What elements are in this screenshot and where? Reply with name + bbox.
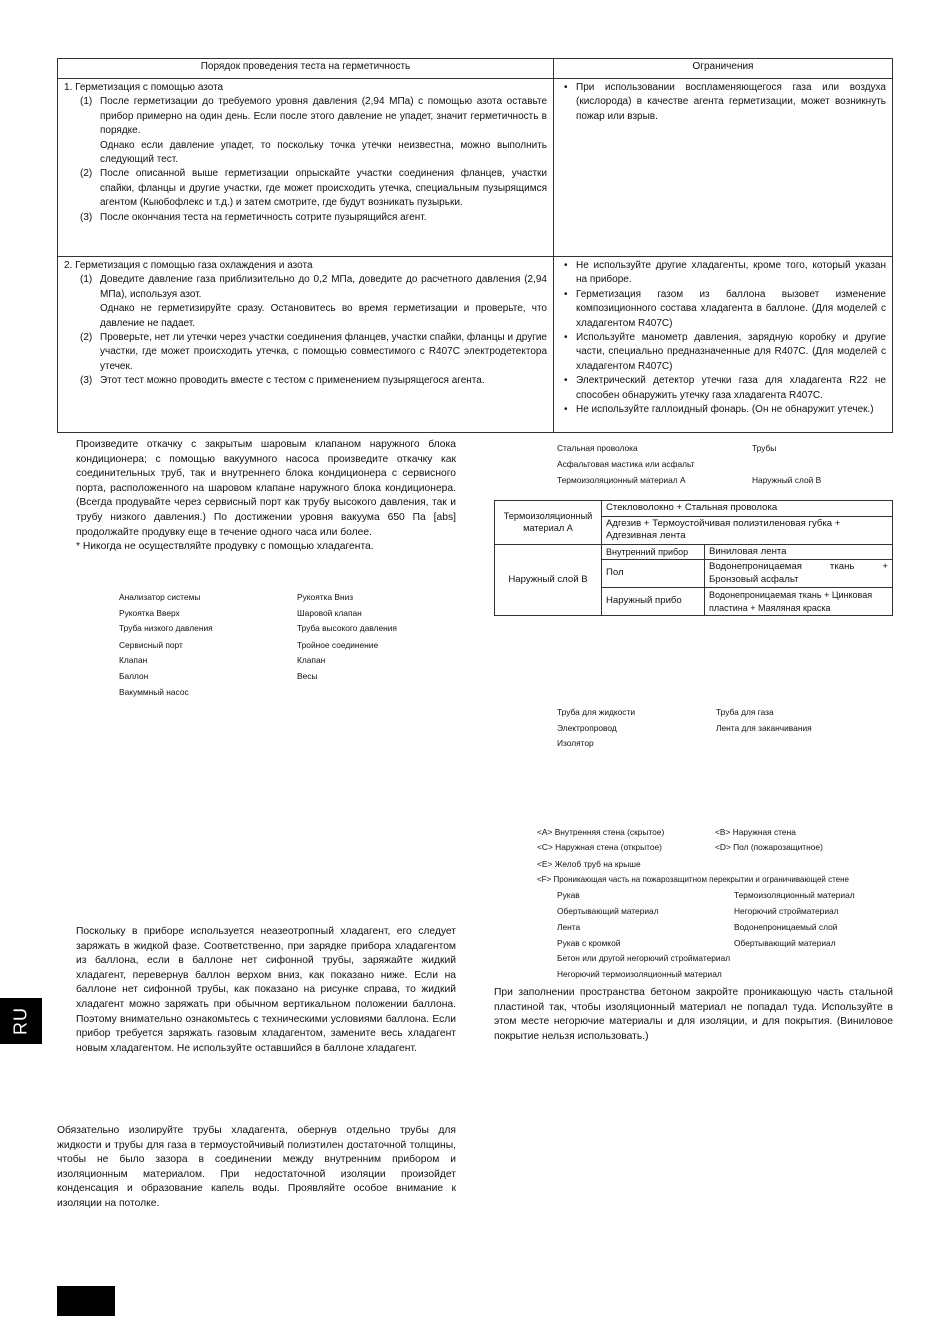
floor-label: Пол xyxy=(602,560,705,588)
insulation-table xyxy=(494,500,893,616)
limit-item: • Герметизация газом из баллона вызовет изменение композиционного состава хладагента в баллоне. (Для моделей с хладагентом R407C) xyxy=(560,288,886,331)
nitrogen-section-title: 1. Герметизация с помощью азота xyxy=(64,82,224,93)
label-concrete: Бетон или другой негорючий стройматериал xyxy=(557,953,731,963)
label-service-port: Сервисный порт xyxy=(119,640,183,650)
bullet-icon: • xyxy=(564,260,568,271)
outdoor-unit-label: Наружный прибо xyxy=(602,588,705,616)
procedure-note: Однако не герметизируйте сразу. Остановитесь во время герметизации и проверьте, что давление не падает. xyxy=(100,303,547,329)
label-roof-e: <E> Желоб труб на крыше xyxy=(537,859,641,869)
label-vacuum-pump: Вакуммный насос xyxy=(119,687,189,697)
procedure-step: (2) После описанной выше герметизации опрыскайте участки соединения фланцев, участки спайки, фланцы и другие участки, где может происходить утечка, специальным пузырящимся агентом (Кыюбофлекс и т.д.) и затем смотрите, где будут возникать пузырьки. xyxy=(80,168,547,209)
limit-item: • Не используйте другие хладагенты, кроме того, который указан на приборе. xyxy=(560,259,886,288)
bullet-icon: • xyxy=(564,404,568,416)
page-number-block xyxy=(57,1286,115,1316)
procedure-step: (3) Этот тест можно проводить вместе с тестом с применением пузырящегося агента. xyxy=(80,375,485,387)
label-pipes: Трубы xyxy=(752,443,777,453)
vacuum-paragraph: Произведите откачку с закрытым шаровым клапаном наружного блока кондиционера; с помощью вакуумного насоса произведите откачку как соединительных труб, так и внутреннего блока кондиционера с сервисного порта, расположенного на шаровом клапане наружного блока кондиционера. (Всегда продувайте через сервисный порт как трубу высокого давления, так и трубу низкого давления.) По достижении уровня вакуума 650 Па [abs] продолжайте продувку еще в течение одного часа или более. xyxy=(76,439,456,538)
label-sleeve: Рукав xyxy=(557,890,580,900)
refrigerant-procedure-cell xyxy=(58,257,554,433)
bullet-icon: • xyxy=(564,288,568,300)
label-noncombustible-material: Негорючий стройматериал xyxy=(734,906,839,916)
label-penetration-f: <F> Проникающая часть на пожарозащитном перекрытии и ограничивающей стене xyxy=(537,875,849,884)
label-valve-right: Клапан xyxy=(297,655,326,665)
procedure-step: (2) Проверьте, нет ли утечки через участки соединения фланцев, участки спайки, фланцы и другие участки, где может происходить утечка, с помощью совместимого с R407C электродетектора утечек. xyxy=(80,332,547,372)
vacuum-warning-note: * Никогда не осуществляйте продувку с помощью хладагента. xyxy=(76,541,374,553)
label-valve-left: Клапан xyxy=(119,655,148,665)
label-handle-up: Рукоятка Вверх xyxy=(119,608,180,618)
nitrogen-procedure-cell xyxy=(58,79,554,257)
label-gas-pipe: Труба для газа xyxy=(716,707,774,717)
charging-paragraph: Поскольку в приборе используется неазеотропный хладагент, его следует заряжать в жидкой фазе. Соответственно, при зарядке прибора хладагентом из баллона, если в баллоне нет сифонной трубы, заряжайте жидкий хладагент, перевернув баллон верхом вниз, как показано ниже. Если на баллоне нет сифонной трубы, как показано на рисунке справа, то жидкий хладагент можно заряжать при обычном вертикальном положении баллона. Поэтому внимательно ознакомьтесь с техническими условиями баллона. Если прибор требуется заряжать газовым хладагентом, замените весь хладагент новым хладагентом. Не используйте оставшийся в баллоне хладагент. xyxy=(76,926,456,1054)
vacuum-instructions xyxy=(76,438,456,555)
label-finishing-tape: Лента для заканчивания xyxy=(716,723,812,733)
leak-test-table xyxy=(57,58,893,433)
label-cylinder: Баллон xyxy=(119,671,149,681)
label-scales: Весы xyxy=(297,671,318,681)
label-asphalt: Асфальтовая мастика или асфальт xyxy=(557,459,695,469)
limit-item: • Используйте манометр давления, зарядную коробку и другие части, специально предназначенные для R407C. (Для моделей с хладагентом R407C) xyxy=(560,331,886,374)
procedure-step: (1) После герметизации до требуемого уровня давления (2,94 МПа) с помощью азота оставьте прибор примерно на один день. Если после этого давление не упадет, значит герметичность в порядке. xyxy=(80,96,547,137)
limit-item: • Не используйте галлоидный фонарь. (Он не обнаружит утечек.) xyxy=(560,403,886,417)
procedure-step: (3) После окончания теста на герметичность сотрите пузырящийся агент. xyxy=(80,211,427,223)
outer-layer-b-label: Наружный слой B xyxy=(495,544,602,616)
inner-unit-value: Виниловая лента xyxy=(705,544,893,560)
label-wrapping-material-2: Обертывающий материал xyxy=(734,938,836,948)
procedure-step: (1) Доведите давление газа приблизительно до 0,2 МПа, доведите до расчетного давления (2,94 МПа), используя азот. xyxy=(80,274,547,300)
limit-item: • При использовании воспламеняющегося газа или воздуха (кислорода) в качестве агента герметизации, может возникнуть пожар или взрыв. xyxy=(560,81,886,124)
refrigerant-section-title: 2. Герметизация с помощью газа охлаждения и азота xyxy=(64,260,313,271)
insulation-a-label: Термоизоляционный материал A xyxy=(495,501,602,545)
label-tape: Лента xyxy=(557,922,581,932)
limit-item: • Электрический детектор утечки газа для хладагента R22 не способен обнаружить утечку газа хладагента R407C. xyxy=(560,374,886,403)
language-tab xyxy=(0,998,42,1044)
label-noncombustible-insulation: Негорючий термоизоляционный материал xyxy=(557,969,722,979)
label-insulation-a: Термоизоляционный материал A xyxy=(557,475,686,485)
label-flanged-sleeve: Рукав с кромкой xyxy=(557,938,621,948)
procedure-note: Однако если давление упадет, то поскольку точка утечки неизвестна, можно выполнить следующий тест. xyxy=(100,139,547,166)
label-high-pressure-pipe: Труба высокого давления xyxy=(297,623,397,633)
label-liquid-pipe: Труба для жидкости xyxy=(557,707,635,717)
outdoor-unit-value: Водонепроницаемая ткань + Цинковая пластина + Маяляная краска xyxy=(705,588,893,616)
leak-table-header-limits: Ограничения xyxy=(554,59,893,79)
label-handle-down: Рукоятка Вниз xyxy=(297,592,354,602)
insulation-a-row1: Стекловолокно + Стальная проволока xyxy=(602,501,893,517)
bullet-icon: • xyxy=(564,82,568,93)
label-system-analyzer: Анализатор системы xyxy=(119,592,201,602)
concrete-paragraph: При заполнении пространства бетоном закройте проникающую часть стальной пластиной так, чтобы изоляционный материал не попадал туда. Используйте в этом месте негорючие материалы и для изоляции, и для покрытия. (Виниловое покрытие нельзя использовать.) xyxy=(494,987,893,1042)
label-ball-valve: Шаровой клапан xyxy=(297,608,362,618)
language-tab-label: RU xyxy=(10,1007,31,1035)
label-waterproof-layer: Водонепроницаемый слой xyxy=(734,922,838,932)
inner-unit-label: Внутренний прибор xyxy=(602,544,705,560)
insulation-paragraph: Обязательно изолируйте трубы хладагента, обернув отдельно трубы для жидкости и трубы для газа в термоустойчивый полиэтилен достаточной толщины, чтобы не было зазора в соединении между внутренним прибором и изоляционным материалом. При недостаточной изоляции произойдет конденсация и образование капель воды. Проявляйте особое внимание к изоляции на потолке. xyxy=(57,1125,456,1209)
nitrogen-limits-cell xyxy=(554,79,893,257)
insulation-a-row2: Адгезив + Термоустойчивая полиэтиленовая губка + Адгезивная лента xyxy=(602,516,893,544)
bullet-icon: • xyxy=(564,375,568,387)
floor-value: Водонепроницаемая ткань + Бронзовый асфальт xyxy=(705,560,893,588)
label-three-way-joint: Тройное соединение xyxy=(297,640,379,650)
label-steel-wire: Стальная проволока xyxy=(557,443,638,453)
bullet-icon: • xyxy=(564,332,568,344)
label-wall-a: <A> Внутренняя стена (скрытое) xyxy=(537,827,665,837)
label-insulator: Изолятор xyxy=(557,738,594,748)
label-wrapping-material: Обертывающий материал xyxy=(557,906,659,916)
leak-table-header-procedure: Порядок проведения теста на герметичность xyxy=(58,59,554,79)
refrigerant-limits-cell xyxy=(554,257,893,433)
label-wall-c: <C> Наружная стена (открытое) xyxy=(537,842,662,852)
label-wall-b: <B> Наружная стена xyxy=(715,827,796,837)
label-outer-layer-b: Наружный слой B xyxy=(752,475,822,485)
label-electric-wire: Электропровод xyxy=(557,723,617,733)
label-floor-d: <D> Пол (пожарозащитное) xyxy=(715,842,823,852)
label-low-pressure-pipe: Труба низкого давления xyxy=(119,623,213,633)
label-thermal-insulation: Термоизоляционный материал xyxy=(734,890,855,900)
